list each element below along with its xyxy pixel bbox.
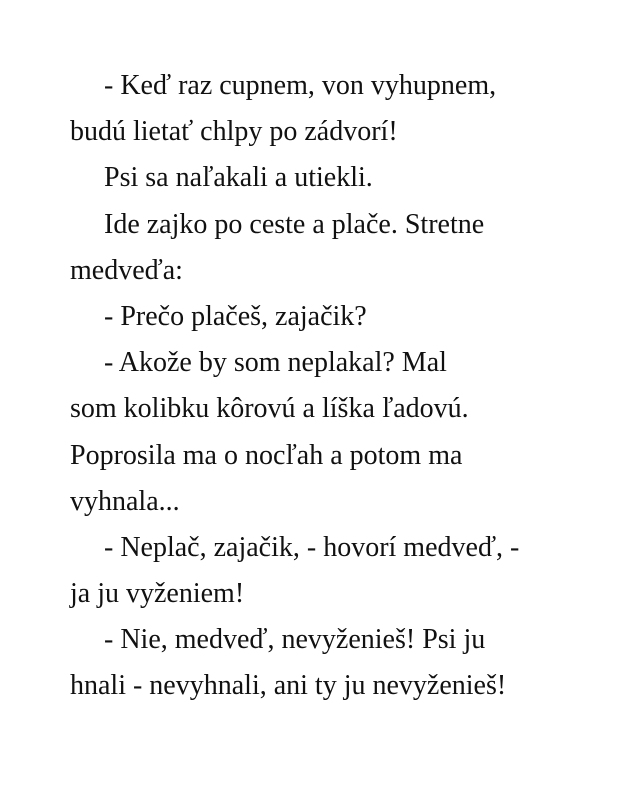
text-line-1: - Keď raz cupnem, von vyhupnem, xyxy=(104,70,497,101)
text-line-3: Psi sa naľakali a utiekli. xyxy=(104,162,373,194)
text-line-5: medveďa: xyxy=(70,254,183,286)
text-line-2: budú lietať chlpy po zádvorí! xyxy=(70,116,398,148)
text-line-4: Ide zajko po ceste a plače. Stretne xyxy=(104,208,485,240)
text-line-8: som kolibku kôrovú a líška ľadovú. xyxy=(70,393,469,425)
text-line-12: ja ju vyženiem! xyxy=(70,578,245,610)
story-text xyxy=(70,63,570,710)
text-line-7: - Akože by som neplakal? Mal xyxy=(104,347,447,379)
text-line-10: vyhnala... xyxy=(70,485,180,517)
text-line-13: - Nie, medveď, nevyženieš! Psi ju xyxy=(104,624,486,656)
text-line-11: - Neplač, zajačik, - hovorí medveď, - xyxy=(104,531,520,563)
text-line-9: Poprosila ma o nocľah a potom ma xyxy=(70,439,463,471)
text-line-6: - Prečo plačeš, zajačik? xyxy=(104,300,367,332)
text-line-14: hnali - nevyhnali, ani ty ju nevyženieš! xyxy=(70,670,507,702)
